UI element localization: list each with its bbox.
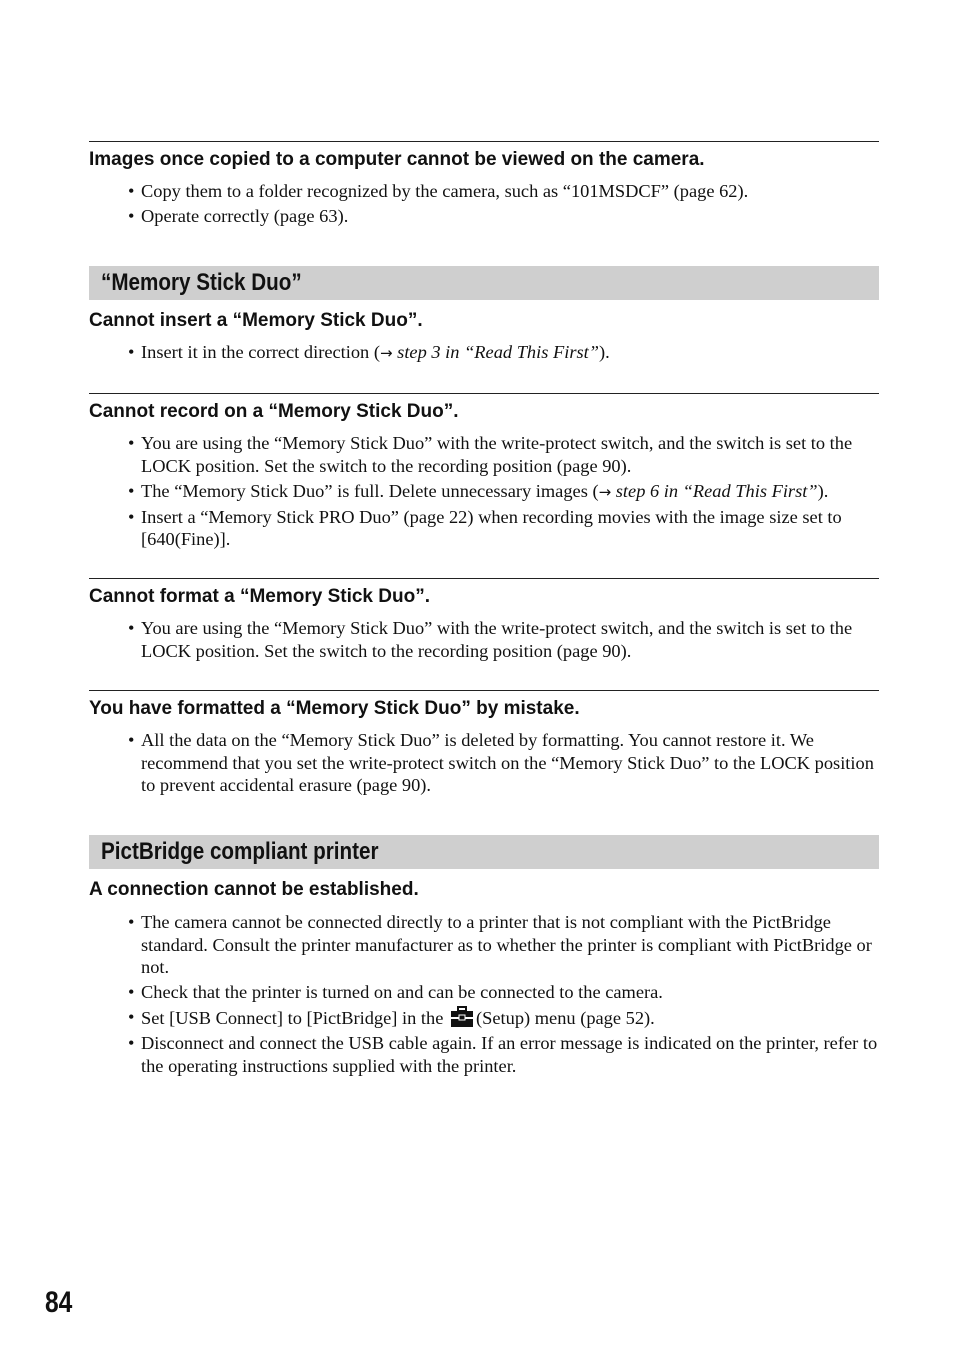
item-text: Copy them to a folder recognized by the camera, such as “101MSDCF” (page 62). [141, 181, 749, 201]
topic-heading: Images once copied to a computer cannot be viewed on the camera. [89, 149, 705, 170]
bullet: • [128, 1033, 135, 1053]
list-item [89, 341, 879, 365]
item-list [89, 432, 879, 551]
list-item [89, 205, 879, 228]
list-item [89, 911, 879, 979]
topic-cannot-format [89, 578, 879, 665]
topic-cannot-record [89, 393, 879, 553]
topic-connection [89, 878, 879, 1080]
bullet: • [128, 730, 135, 750]
item-list [89, 729, 879, 797]
list-item [89, 480, 879, 504]
item-text: ). [598, 342, 610, 362]
list-item [89, 432, 879, 477]
section-title: “Memory Stick Duo” [101, 269, 302, 296]
topic-heading: You have formatted a “Memory Stick Duo” by mistake. [89, 698, 580, 719]
setup-toolbox-icon [450, 1006, 474, 1028]
list-item [89, 981, 879, 1004]
bullet: • [128, 912, 135, 932]
item-text: ). [817, 480, 829, 501]
list-item [89, 729, 879, 797]
bullet: • [128, 480, 135, 501]
section-heading-memory-stick [89, 266, 879, 300]
item-text: Set [USB Connect] to [PictBridge] in the [141, 1008, 444, 1028]
section-heading-pictbridge [89, 835, 879, 869]
item-text: Insert a “Memory Stick PRO Duo” (page 22) when recording movies with the image size set to [640(Fine)]. [141, 506, 842, 549]
list-item [89, 1006, 879, 1030]
item-list [89, 911, 879, 1077]
topic-formatted-by-mistake [89, 690, 879, 799]
topic-heading: Cannot insert a “Memory Stick Duo”. [89, 310, 423, 331]
arrow-icon: → [379, 344, 393, 362]
cross-reference: step 3 in “Read This First” [392, 342, 599, 362]
list-item [89, 506, 879, 551]
arrow-icon: → [598, 482, 612, 501]
item-list [89, 617, 879, 662]
item-text: The camera cannot be connected directly to a printer that is not compliant with the PictBridge standard. Consult the printer manufacturer as to whether the printer is compliant with PictBridge or not. [141, 912, 872, 977]
bullet: • [128, 506, 135, 527]
topic-cannot-insert [89, 309, 879, 367]
topic-computer [89, 141, 879, 230]
item-list [89, 180, 879, 228]
item-text: You are using the “Memory Stick Duo” with the write-protect switch, and the switch is set to the LOCK position. Set the switch to the recording position (page 90). [141, 433, 853, 476]
item-text: (Setup) menu (page 52). [476, 1008, 655, 1028]
item-text: You are using the “Memory Stick Duo” with the write-protect switch, and the switch is set to the LOCK position. Set the switch to the recording position (page 90). [141, 618, 853, 661]
list-item [89, 1032, 879, 1077]
item-text: The “Memory Stick Duo” is full. Delete unnecessary images ( [141, 480, 599, 501]
item-text: Operate correctly (page 63). [141, 206, 349, 226]
topic-heading: Cannot format a “Memory Stick Duo”. [89, 586, 430, 607]
cross-reference: step 6 in “Read This First” [611, 480, 818, 501]
page-number: 84 [45, 1286, 73, 1319]
bullet: • [128, 342, 135, 362]
bullet: • [128, 1007, 135, 1027]
bullet: • [128, 982, 135, 1002]
item-text: Disconnect and connect the USB cable again. If an error message is indicated on the printer, refer to the operating instructions supplied with the printer. [141, 1033, 878, 1076]
list-item [89, 180, 879, 203]
bullet: • [128, 181, 135, 201]
bullet: • [128, 618, 135, 638]
item-text: All the data on the “Memory Stick Duo” is deleted by formatting. You cannot restore it. We recommend that you set the write-protect switch on the “Memory Stick Duo” to the LOCK position to prevent accidental erasure (page 90). [141, 730, 874, 795]
topic-heading: A connection cannot be established. [89, 879, 419, 900]
topic-heading: Cannot record on a “Memory Stick Duo”. [89, 401, 459, 422]
item-list [89, 341, 879, 365]
item-text: Check that the printer is turned on and can be connected to the camera. [141, 982, 663, 1002]
section-title: PictBridge compliant printer [101, 838, 379, 865]
list-item [89, 617, 879, 662]
bullet: • [128, 433, 135, 453]
item-text: Insert it in the correct direction ( [141, 342, 380, 362]
bullet: • [128, 206, 135, 226]
